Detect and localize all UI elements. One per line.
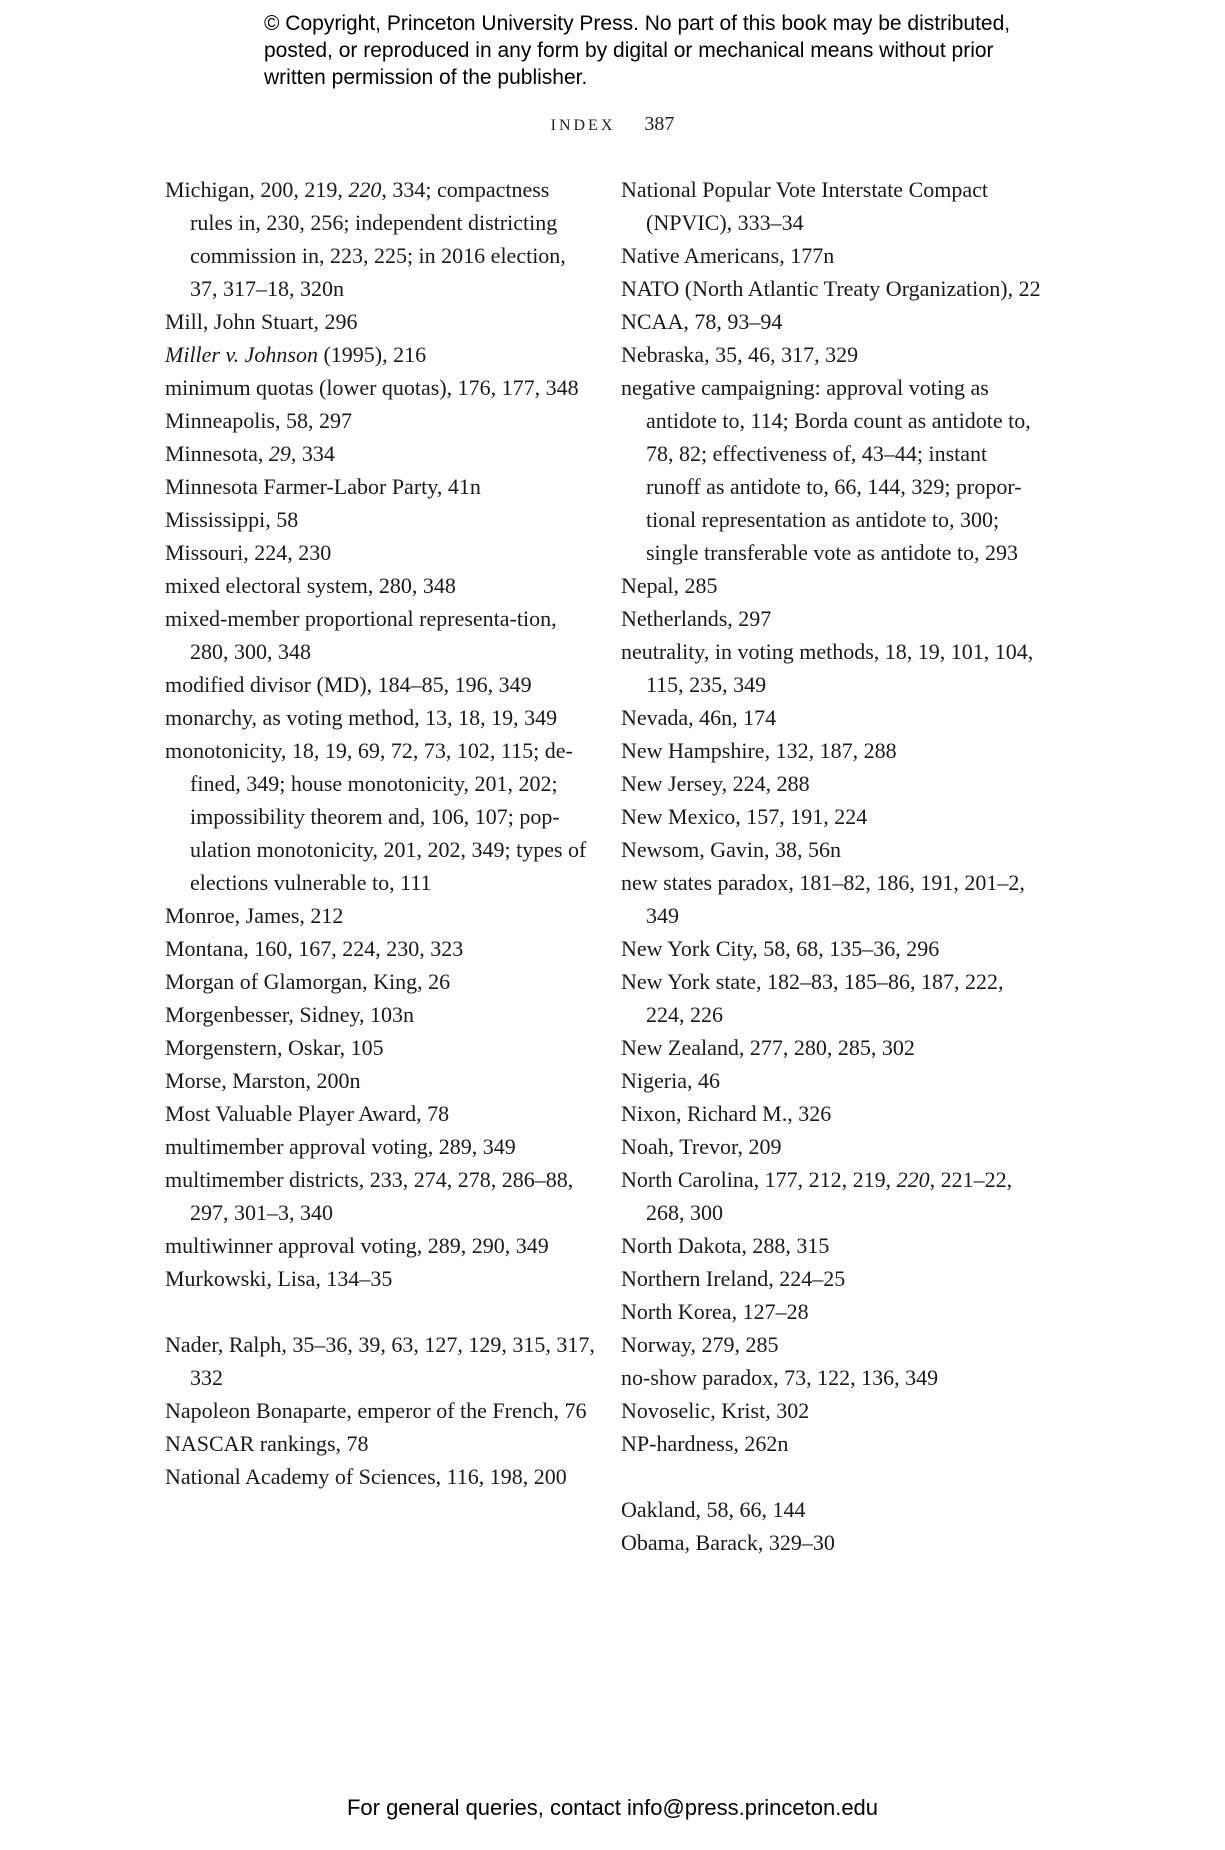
index-entry	[165, 470, 595, 503]
index-entry	[621, 965, 1041, 1031]
index-entry	[165, 1328, 595, 1394]
index-entry-text: modified divisor (MD), 184–85, 196, 349	[165, 672, 532, 697]
index-column-right	[621, 173, 1041, 1559]
index-entry-text: National Popular Vote Interstate Compact (NPVIC), 333–34	[621, 177, 988, 235]
index-entry	[621, 1097, 1041, 1130]
index-entry-text: North Carolina, 177, 212, 219,	[621, 1167, 897, 1192]
index-entry-text: Morgenstern, Oskar, 105	[165, 1035, 384, 1060]
index-entry	[621, 1031, 1041, 1064]
index-entry-text: mixed electoral system, 280, 348	[165, 573, 456, 598]
index-entry-text: New Zealand, 277, 280, 285, 302	[621, 1035, 915, 1060]
index-entry	[621, 1361, 1041, 1394]
index-entry-text-rest: , 334; compactness rules in, 230, 256; independent districting commission in, 223, 225; in 2016 election, 37, 317–18, 320n	[190, 177, 566, 301]
index-entry	[165, 602, 595, 668]
index-entry-text: Morse, Marston, 200n	[165, 1068, 361, 1093]
index-entry	[621, 173, 1041, 239]
index-entry	[165, 569, 595, 602]
index-entry-text: minimum quotas (lower quotas), 176, 177, 348	[165, 375, 579, 400]
index-entry	[165, 1130, 595, 1163]
index-entry-text: monotonicity, 18, 19, 69, 72, 73, 102, 115; de-fined, 349; house monotonicity, 201, 202; impossibility theorem and, 106, 107; pop-ulation monotonicity, 201, 202, 349; types of elections vulnerable to, 111	[165, 738, 587, 895]
index-entry-text: Nebraska, 35, 46, 317, 329	[621, 342, 859, 367]
index-entry-text: NASCAR rankings, 78	[165, 1431, 369, 1456]
index-entry-text: New York state, 182–83, 185–86, 187, 222, 224, 226	[621, 969, 1004, 1027]
index-entry	[165, 1460, 595, 1493]
index-entry	[165, 1097, 595, 1130]
contact-footer: For general queries, contact info@press.princeton.edu	[346, 1795, 879, 1820]
index-entry-text: NP-hardness, 262n	[621, 1431, 789, 1456]
copyright-notice: © Copyright, Princeton University Press. No part of this book may be distributed, posted, or reproduced in any form by digital or mechanical means without prior written permission of the publisher.	[264, 12, 1011, 89]
index-entry-text: Morgenbesser, Sidney, 103n	[165, 1002, 415, 1027]
index-entry-text: neutrality, in voting methods, 18, 19, 101, 104, 115, 235, 349	[621, 639, 1034, 697]
index-entry	[621, 1427, 1041, 1460]
index-entry-text: no-show paradox, 73, 122, 136, 349	[621, 1365, 939, 1390]
index-entry-text: New York City, 58, 68, 135–36, 296	[621, 936, 940, 961]
index-entry	[165, 503, 595, 536]
index-entry	[165, 668, 595, 701]
index-entry	[621, 371, 1041, 569]
index-entry-text: Montana, 160, 167, 224, 230, 323	[165, 936, 464, 961]
index-entry	[165, 338, 595, 371]
index-entry-text: Nixon, Richard M., 326	[621, 1101, 832, 1126]
index-entry-text: North Dakota, 288, 315	[621, 1233, 830, 1258]
index-entry-text: Nader, Ralph, 35–36, 39, 63, 127, 129, 315, 317, 332	[165, 1332, 595, 1390]
index-entry	[165, 734, 595, 899]
index-column-left	[165, 173, 595, 1493]
index-entry-italic-page: 29	[268, 441, 291, 466]
index-entry	[165, 437, 595, 470]
index-entry	[621, 800, 1041, 833]
index-entry	[165, 1262, 595, 1295]
index-entry	[165, 932, 595, 965]
running-head	[0, 113, 1225, 136]
index-entry-text: New Mexico, 157, 191, 224	[621, 804, 868, 829]
index-entry-text: NATO (North Atlantic Treaty Organization), 22	[621, 276, 1041, 301]
section-label: INDEX	[550, 117, 616, 134]
index-entry-text: Nepal, 285	[621, 573, 718, 598]
index-entry	[165, 1394, 595, 1427]
index-entry-text: Minnesota,	[165, 441, 269, 466]
index-entry	[165, 1064, 595, 1097]
index-entry	[621, 1328, 1041, 1361]
index-entry-text: negative campaigning: approval voting as antidote to, 114; Borda count as antidote to, 78, 82; effectiveness of, 43–44; instant runoff as antidote to, 66, 144, 329; propor-tional representation as antidote to, 300; single transferable vote as antidote to, 293	[621, 375, 1031, 565]
index-entry-text-rest: , 221–22, 268, 300	[646, 1167, 1013, 1225]
index-entry	[621, 866, 1041, 932]
index-entry	[621, 1064, 1041, 1097]
index-entry-text: new states paradox, 181–82, 186, 191, 201–2, 349	[621, 870, 1025, 928]
index-entry-text: Minnesota Farmer-Labor Party, 41n	[165, 474, 481, 499]
index-entry-text: Oakland, 58, 66, 144	[621, 1497, 806, 1522]
index-entry-text: Murkowski, Lisa, 134–35	[165, 1266, 393, 1291]
index-entry	[621, 602, 1041, 635]
index-entry-title: Miller v. Johnson	[165, 342, 318, 367]
index-entry-text: Missouri, 224, 230	[165, 540, 332, 565]
index-entry-text: multimember districts, 233, 274, 278, 286–88, 297, 301–3, 340	[165, 1167, 574, 1225]
index-entry	[621, 1130, 1041, 1163]
index-entry-text: Michigan, 200, 219,	[165, 177, 349, 202]
index-entry	[621, 1295, 1041, 1328]
index-entry-text: Mill, John Stuart, 296	[165, 309, 358, 334]
index-entry	[621, 272, 1041, 305]
index-entry-text: (1995), 216	[317, 342, 427, 367]
index-entry-text: Mississippi, 58	[165, 507, 299, 532]
index-entry	[621, 1229, 1041, 1262]
index-entry	[165, 899, 595, 932]
index-entry	[621, 1493, 1041, 1526]
index-entry	[621, 569, 1041, 602]
index-entry-text: New Jersey, 224, 288	[621, 771, 810, 796]
index-entry-text: mixed-member proportional representa-tion, 280, 300, 348	[165, 606, 557, 664]
index-entry	[165, 998, 595, 1031]
index-entry	[165, 404, 595, 437]
index-entry	[165, 1163, 595, 1229]
index-entry	[621, 932, 1041, 965]
index-entry-text: multiwinner approval voting, 289, 290, 349	[165, 1233, 549, 1258]
index-entry-text: Norway, 279, 285	[621, 1332, 779, 1357]
index-entry	[621, 305, 1041, 338]
index-entry	[621, 1394, 1041, 1427]
index-entry-text: Noah, Trevor, 209	[621, 1134, 782, 1159]
index-entry	[621, 338, 1041, 371]
index-entry	[165, 536, 595, 569]
index-entry-text: Northern Ireland, 224–25	[621, 1266, 846, 1291]
index-entry	[621, 1526, 1041, 1559]
index-entry-text: National Academy of Sciences, 116, 198, 200	[165, 1464, 567, 1489]
index-entry	[621, 1262, 1041, 1295]
page-number: 387	[644, 113, 675, 135]
index-entry	[165, 371, 595, 404]
index-entry	[165, 701, 595, 734]
index-entry-text: Obama, Barack, 329–30	[621, 1530, 835, 1555]
index-entry-text: Native Americans, 177n	[621, 243, 835, 268]
index-entry	[621, 767, 1041, 800]
index-entry-text: Napoleon Bonaparte, emperor of the French, 76	[165, 1398, 587, 1423]
index-entry-text: North Korea, 127–28	[621, 1299, 809, 1324]
index-entry-text: Nevada, 46n, 174	[621, 705, 777, 730]
index-entry-text: Nigeria, 46	[621, 1068, 720, 1093]
index-entry-italic-page: 220	[348, 177, 382, 202]
index-entry	[621, 734, 1041, 767]
index-entry-text-rest: , 334	[290, 441, 335, 466]
index-entry-text: New Hampshire, 132, 187, 288	[621, 738, 897, 763]
index-entry	[621, 701, 1041, 734]
index-entry	[621, 239, 1041, 272]
index-entry-italic-page: 220	[896, 1167, 930, 1192]
index-entry-text: multimember approval voting, 289, 349	[165, 1134, 516, 1159]
index-entry	[165, 1427, 595, 1460]
index-entry-text: Minneapolis, 58, 297	[165, 408, 352, 433]
index-entry-text: monarchy, as voting method, 13, 18, 19, 349	[165, 705, 558, 730]
index-entry	[165, 1229, 595, 1262]
index-entry-text: Novoselic, Krist, 302	[621, 1398, 810, 1423]
index-entry-text: Monroe, James, 212	[165, 903, 344, 928]
index-entry	[165, 305, 595, 338]
index-entry	[165, 965, 595, 998]
index-entry-text: Newsom, Gavin, 38, 56n	[621, 837, 841, 862]
index-entry-text: NCAA, 78, 93–94	[621, 309, 783, 334]
index-entry	[165, 1031, 595, 1064]
index-entry	[621, 833, 1041, 866]
index-entry-text: Morgan of Glamorgan, King, 26	[165, 969, 451, 994]
index-entry	[621, 635, 1041, 701]
index-entry-text: Most Valuable Player Award, 78	[165, 1101, 450, 1126]
index-entry	[165, 173, 595, 305]
index-entry-text: Netherlands, 297	[621, 606, 772, 631]
index-entry	[621, 1163, 1041, 1229]
